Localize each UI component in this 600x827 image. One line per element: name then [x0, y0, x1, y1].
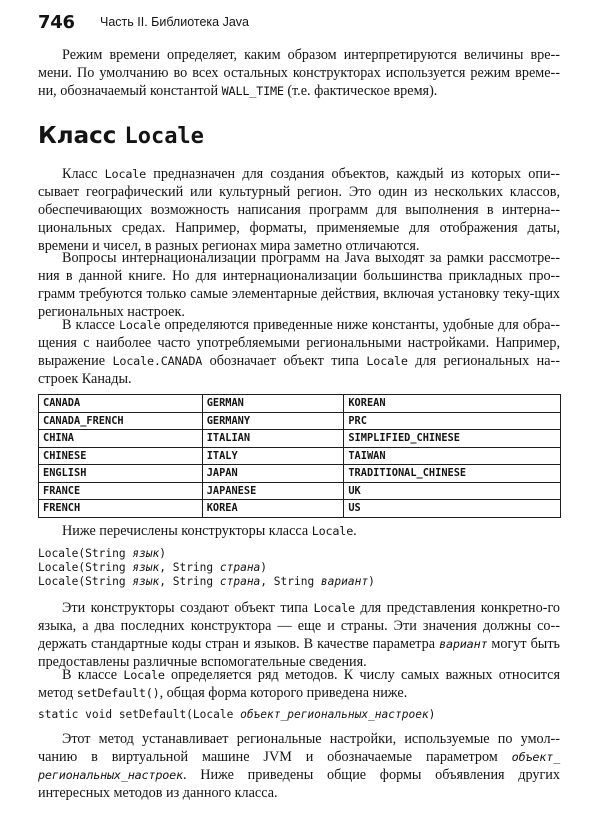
inline-code: Locale.CANADA [112, 354, 203, 368]
intro-paragraph: Режим времени определяет, каким образом интерпретируются величины вре-мени. По умолчанию во всех остальных конструкторах используется режим време-ни, обозначаемый константой WALL_TIME (т.е. фактическое время). [38, 47, 560, 99]
inline-code: Locale [118, 318, 161, 332]
inline-code: WALL_TIME [221, 84, 284, 98]
table-cell: KOREA [202, 500, 344, 518]
constructors-intro: Ниже перечислены конструкторы класса Locale. [62, 523, 357, 539]
table-cell: KOREAN [344, 395, 561, 413]
code-line-setdefault: static void setDefault(Locale объект_региональных_настроек) [38, 708, 436, 721]
table-cell: FRENCH [39, 500, 203, 518]
setdefault-paragraph: Этот метод устанавливает региональные настройки, используемые по умол-чанию в виртуальной машине JVM и обозначаемые параметром объект_​региональных_настроек. Ниже приведены общие формы объявления других интересных методов из данного класса. [38, 731, 560, 801]
table-cell: CANADA [39, 395, 203, 413]
inline-code: Locale [123, 668, 165, 682]
table-cell: CHINA [39, 430, 203, 448]
table-cell: PRC [344, 412, 561, 430]
inline-code: Locale [313, 601, 355, 615]
inline-code: Locale [366, 354, 408, 368]
table-cell: US [344, 500, 561, 518]
heading-code: Locale [124, 124, 204, 149]
code-line-constructor-1: Locale(String язык) [38, 547, 166, 560]
locale-intro-paragraph: Класс Locale предназначен для создания объектов, каждый из которых опи-сывает географический или культурный регион. Это один из нескольких классов, обеспечивающих возможность написания программ для выполнения в интерна-циональных средах. Например, форматы, применяемые для отображения даты, времени и чисел, в разных регионах мира заметно отличаются. [38, 166, 560, 254]
table-cell: GERMANY [202, 412, 344, 430]
table-cell: SIMPLIFIED_CHINESE [344, 430, 561, 448]
table-cell: GERMAN [202, 395, 344, 413]
methods-paragraph: В классе Locale определяется ряд методов. К числу самых важных относится метод setDefault(), общая форма которого приведена ниже. [38, 667, 560, 701]
table-cell: CHINESE [39, 447, 203, 465]
table-cell: ITALIAN [202, 430, 344, 448]
inline-code: Locale [104, 167, 147, 181]
table-cell: TAIWAN [344, 447, 561, 465]
locale-constants-table [38, 394, 561, 518]
table-row [39, 465, 561, 483]
code-line-constructor-2: Locale(String язык, String страна) [38, 561, 268, 574]
table-cell: CANADA_FRENCH [39, 412, 203, 430]
inline-code: объект_​региональных_настроек [38, 750, 560, 782]
table-row [39, 395, 561, 413]
page-number: 746 [38, 12, 75, 33]
table-cell: UK [344, 482, 561, 500]
table-cell: FRANCE [39, 482, 203, 500]
table-cell: JAPAN [202, 465, 344, 483]
table-row [39, 447, 561, 465]
code-line-constructor-3: Locale(String язык, String страна, String вариант) [38, 575, 375, 588]
inline-code: setDefault() [76, 686, 160, 700]
table-row [39, 482, 561, 500]
table-cell: ENGLISH [39, 465, 203, 483]
table-row [39, 430, 561, 448]
i18n-paragraph: Вопросы интернационализации программ на Java выходят за рамки рассмотре-ния в данной книге. Но для интернационализации большинства прикладных про-грамм требуются только самые элементарные действия, включая установку теку-щих региональных настроек. [38, 250, 560, 320]
inline-code: вариант [439, 637, 488, 651]
table-row [39, 412, 561, 430]
running-title: Часть II. Библиотека Java [100, 15, 249, 29]
constructors-paragraph: Эти конструкторы создают объект типа Locale для представления конкретно-го языка, а два последних конструктора — еще и страны. Эти значения должны со-держать стандартные коды стран и языков. В качестве параметра вариант могут быть предоставлены различные вспомогательные сведения. [38, 600, 561, 670]
inline-code: Locale [311, 524, 354, 538]
table-row [39, 500, 561, 518]
constants-paragraph: В классе Locale определяются приведенные ниже константы, удобные для обра-щения с наиболее часто употребляемыми региональными настройками. Например, выражение Locale.CANADA обозначает объект типа Locale для региональных на-строек Канады. [38, 317, 560, 387]
table-cell: TRADITIONAL_CHINESE [344, 465, 561, 483]
table-cell: JAPANESE [202, 482, 344, 500]
section-heading: Класс Locale [38, 123, 204, 149]
table-cell: ITALY [202, 447, 344, 465]
